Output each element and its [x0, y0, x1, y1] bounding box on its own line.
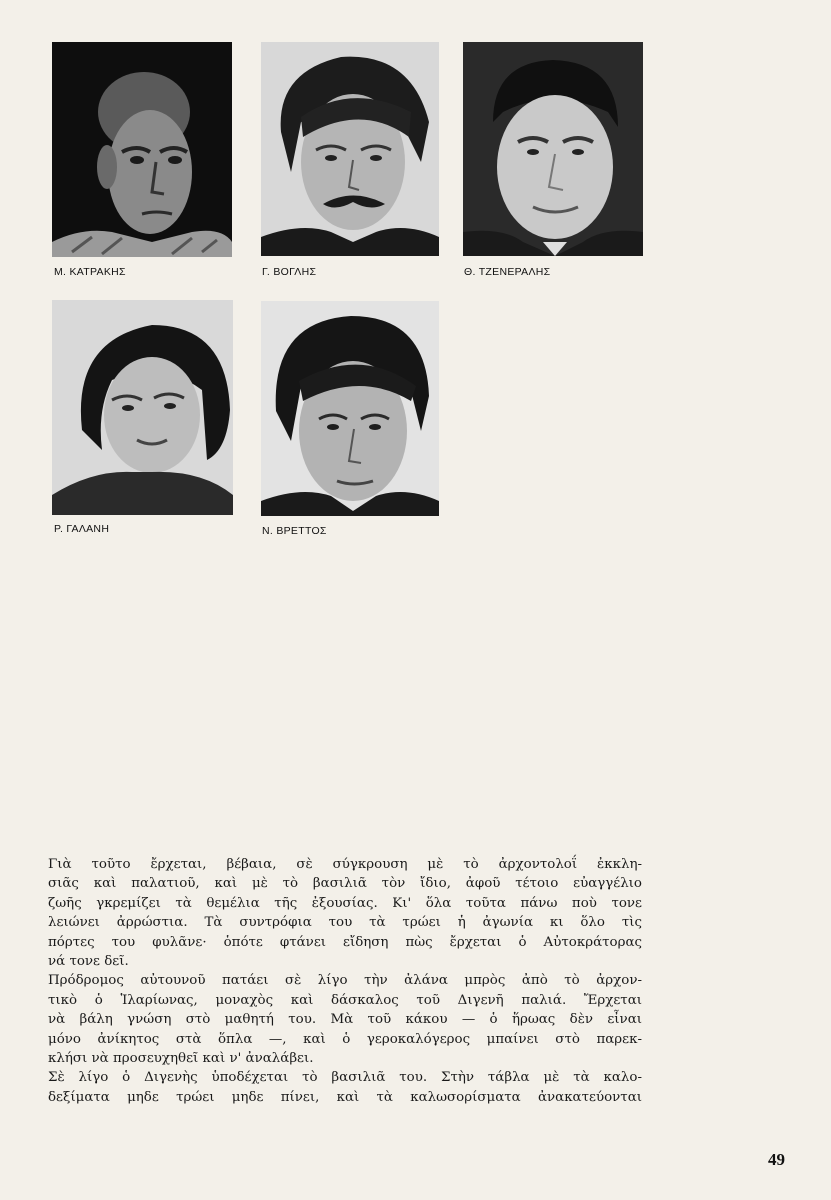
text-line: Σὲ λίγο ὁ Διγενὴς ὑποδέχεται τὸ βασιλιᾶ του. Στὴν τάβλα μὲ τὰ καλο- [48, 1070, 642, 1086]
text-line: λειώνει ἀρρώστια. Τὰ συντρόφια του τὰ τρώει ἡ ἀγωνία κι ὅλο τὶς [48, 915, 642, 931]
portrait-photo-katrakis [52, 42, 232, 257]
page-number: 49 [768, 1150, 785, 1169]
portrait-caption: Γ. ΒΟΓΛΗΣ [262, 266, 317, 278]
portrait-caption: Ρ. ΓΑΛΑΝΗ [54, 523, 110, 535]
portrait-voglis-image [261, 42, 439, 256]
text-line: νὰ βάλη γνώση στὸ μαθητή του. Μὰ τοῦ κάκου — ὁ ἥρωας δὲν εἶναι [48, 1012, 642, 1028]
portrait-photo-galani [52, 300, 233, 515]
text-line: τικὸ ὁ Ἱλαρίωνας, μοναχὸς καὶ δάσκαλος τοῦ Διγενῆ παλιά. Ἔρχεται [48, 992, 642, 1008]
text-line: Πρόδρομος αὐτουνοῦ πατάει σὲ λίγο τὴν ἀλάνα μπρὸς ἀπὸ τὸ ἀρχον- [48, 973, 642, 989]
portrait-caption: Ν. ΒΡΕΤΤΟΣ [262, 525, 327, 537]
text-line: ζωῆς γκρεμίζει τὰ θεμέλια τῆς ἐξουσίας. Κι' ὅλα τοῦτα πάνω ποὺ τονε [48, 895, 642, 911]
portrait-photo-vrettos [261, 301, 439, 516]
text-line: κλήσι νὰ προσευχηθεῖ καὶ ν' ἀναλάβει. [48, 1051, 314, 1067]
portrait-caption: Μ. ΚΑΤΡΑΚΗΣ [54, 266, 126, 278]
portrait-vrettos-image [261, 301, 439, 516]
portrait-caption: Θ. ΤΖΕΝΕΡΑΛΗΣ [464, 266, 551, 278]
text-line: Γιὰ τοῦτο ἔρχεται, βέβαια, σὲ σύγκρουση μὲ τὸ ἀρχοντολοΐ ἐκκλη- [48, 857, 642, 872]
body-text [48, 855, 642, 1107]
text-line: νά τονε δεῖ. [48, 954, 129, 970]
portrait-photo-voglis [261, 42, 439, 256]
portrait-katrakis-image [52, 42, 232, 257]
text-line: σιᾶς καὶ παλατιοῦ, καὶ μὲ τὸ βασιλιᾶ τὸν ἴδιο, ἀφοῦ τέτοιο εὐαγγέλιο [48, 876, 642, 892]
portrait-galani-image [52, 300, 233, 515]
text-line: πόρτες του φυλᾶνε· ὁπότε φτάνει εἴδηση πὼς ἔρχεται ὁ Αὐτοκράτορας [48, 934, 642, 950]
portrait-photo-tzeneralis [463, 42, 643, 256]
text-line: μόνο ἀνίκητος στὰ ὅπλα —, καὶ ὁ γεροκαλόγερος μπαίνει στὸ παρεκ- [48, 1031, 642, 1047]
text-line: δεξίματα μηδε τρώει μηδε πίνει, καὶ τὰ καλωσορίσματα ἀνακατεύονται [48, 1089, 642, 1105]
portrait-tzeneralis-image [463, 42, 643, 256]
